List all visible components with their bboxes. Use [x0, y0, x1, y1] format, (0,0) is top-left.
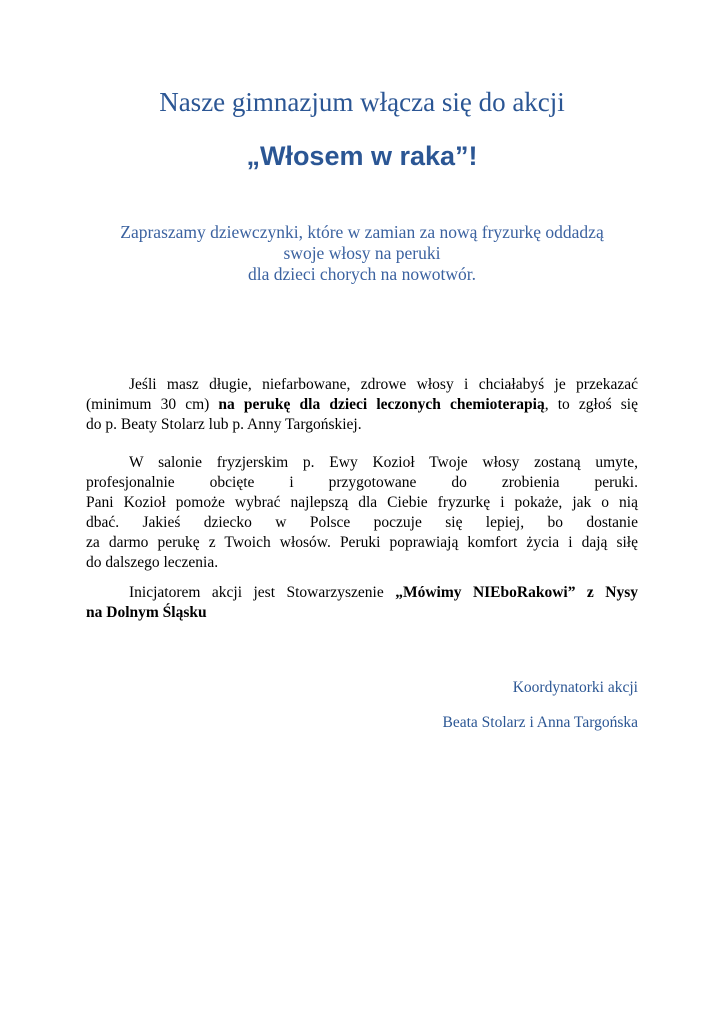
bold-text: na Dolnym Śląsku [86, 604, 207, 621]
invitation-text [60, 222, 664, 285]
bold-text: na perukę dla dzieci leczonych chemioterapią [218, 396, 545, 413]
text-run: Inicjatorem akcji jest Stowarzyszenie [129, 584, 396, 601]
text-run: (minimum 30 cm) [86, 396, 219, 413]
paragraph-line: Pani Kozioł pomoże wybrać najlepszą dla Ciebie fryzurkę i pokaże, jak o nią [86, 494, 638, 511]
bold-text: „Mówimy NIEboRakowi” z Nysy [395, 584, 638, 601]
paragraph-line [86, 603, 638, 623]
invitation-line: Zapraszamy dziewczynki, które w zamian za nową fryzurkę oddadzą [120, 222, 604, 242]
signature-names: Beata Stolarz i Anna Targońska [442, 714, 638, 731]
paragraph-requirements [86, 375, 638, 435]
paragraph-line: profesjonalnie obcięte i przygotowane do zrobienia peruki. [86, 474, 638, 491]
paragraph-line: W salonie fryzjerskim p. Ewy Kozioł Twoje włosy zostaną umyte, [129, 454, 638, 471]
paragraph-line: za darmo perukę z Twoich włosów. Peruki poprawiają komfort życia i dają siłę [86, 534, 638, 551]
campaign-name: „Włosem w raka”! [246, 141, 478, 171]
signature-role: Koordynatorki akcji [512, 679, 638, 696]
text-run: , to zgłoś się [544, 396, 638, 413]
paragraph-line [86, 583, 638, 603]
paragraph-salon [86, 453, 638, 573]
paragraph-line [86, 395, 638, 415]
paragraph-line: do dalszego leczenia. [86, 554, 219, 571]
paragraph-initiator [86, 583, 638, 623]
paragraph-line: do p. Beaty Stolarz lub p. Anny Targońskiej. [86, 416, 362, 433]
invitation-line: swoje włosy na peruki [283, 243, 441, 263]
invitation-line: dla dzieci chorych na nowotwór. [248, 264, 476, 284]
paragraph-line: Jeśli masz długie, niefarbowane, zdrowe włosy i chciałabyś je przekazać [129, 376, 638, 393]
paragraph-line: dbać. Jakieś dziecko w Polsce poczuje się lepiej, bo dostanie [86, 514, 638, 531]
page-title: Nasze gimnazjum włącza się do akcji [159, 87, 565, 117]
